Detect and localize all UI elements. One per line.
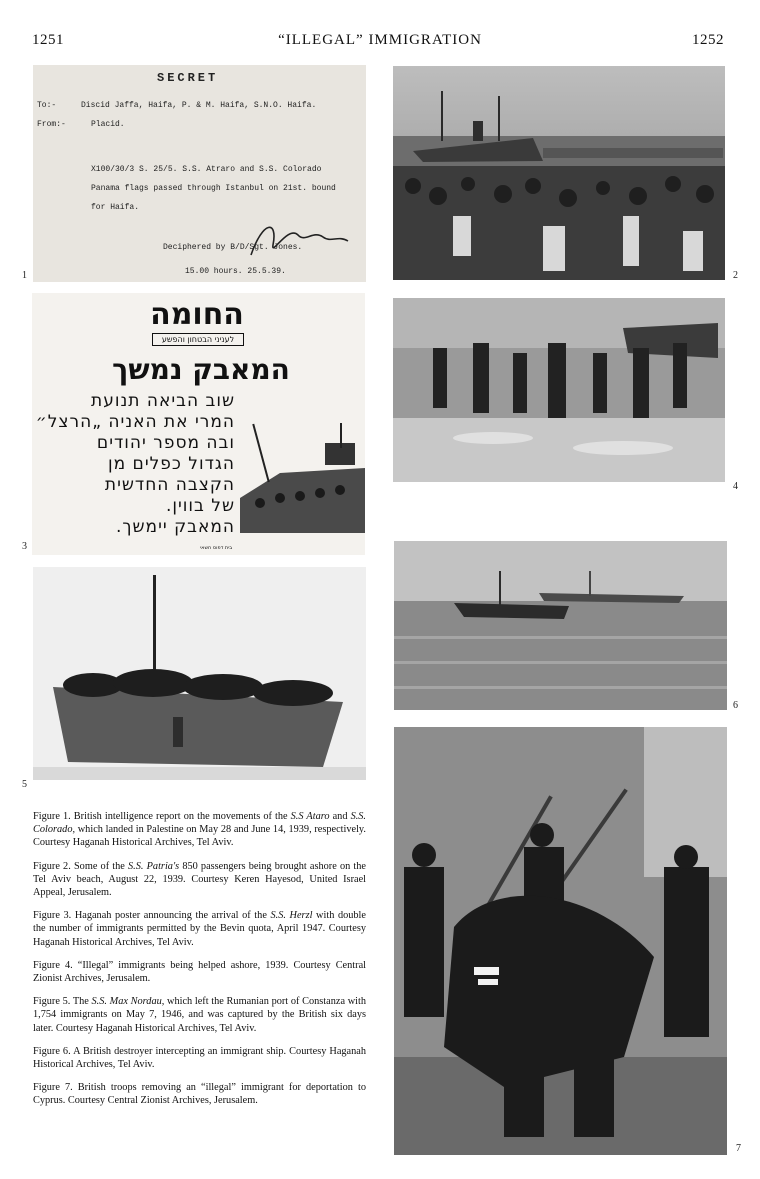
running-title: “ILLEGAL” IMMIGRATION (278, 32, 482, 48)
caption-figure-2 (33, 860, 366, 900)
figure-number-4: 4 (733, 481, 738, 492)
from-label: From:- (37, 120, 66, 129)
figure-number-7: 7 (736, 1143, 741, 1154)
figure-6-photo (394, 541, 727, 710)
caption-text: S.S. Patria's (128, 860, 180, 872)
figure-2-photo (393, 66, 725, 280)
poster-body (35, 391, 235, 538)
poster-line: המרי את האניה „הרצל״ (35, 412, 235, 432)
figure-7-photo (394, 727, 727, 1155)
beach-crowd-image (393, 66, 725, 280)
caption-text: 850 passengers being brought ashore on the Tel Aviv beach, August 22, 1939. Courtesy Keren Hayesod, United Israel Appeal, Jerusalem. (33, 860, 366, 899)
caption-text: which left the Rumanian port of Constanza with 1,754 immigrants on May 7, 1946, and was captured by the British six days later. Courtesy Haganah Historical Archives, Tel Aviv. (33, 996, 367, 1034)
caption-text: with double the number of immigrants permitted by the Bevin quota, April 1947. Courtesy Haganah Historical Archives, Tel Aviv. (33, 910, 366, 948)
caption-label: Figure 2. (33, 860, 71, 872)
caption-figure-4 (33, 959, 366, 985)
caption-figure-3 (33, 909, 366, 949)
caption-text: “Illegal” immigrants being helped ashore, 1939. Courtesy Central Zionist Archives, Jerusalem. (33, 959, 366, 985)
secret-stamp: SECRET (157, 71, 219, 85)
figure-4-photo (393, 298, 725, 482)
left-page-number: 1251 (32, 32, 64, 48)
poster-masthead: החומה (150, 297, 244, 332)
poster-line: של בווין. (165, 496, 235, 516)
caption-label: Figure 3. (33, 910, 72, 922)
caption-text: Some of the (70, 860, 129, 872)
poster-line: המאבק יימשך. (115, 517, 235, 537)
from-value: Placid. (91, 120, 125, 129)
figure-captions (33, 810, 366, 1118)
message-line-3: for Haifa. (91, 203, 140, 212)
caption-text: S.S. Max Nordau, (91, 996, 165, 1008)
caption-text: which landed in Palestine on May 28 and June 14, 1939, respectively. Courtesy Haganah Historical Archives, Tel Aviv. (33, 824, 366, 849)
poster-line: הקצבה החדשית (104, 475, 235, 495)
caption-text: S.S Ataro (290, 811, 330, 822)
caption-text: Haganah poster announcing the arrival of the (71, 910, 271, 922)
caption-figure-5 (33, 995, 366, 1035)
signature-scribble (243, 215, 353, 265)
caption-figure-1 (33, 810, 366, 850)
figure-number-6: 6 (733, 700, 738, 711)
caption-text: British troops removing an “illegal” immigrant for deportation to Cyprus. Courtesy Central Zionist Archives, Jerusalem. (33, 1082, 366, 1107)
caption-text: British intelligence report on the movements of the (70, 811, 291, 822)
caption-text: S.S. Herzl (270, 910, 313, 922)
caption-figure-7 (33, 1081, 366, 1107)
poster-printer-credit: בית דפוס חשאי (200, 545, 233, 551)
caption-text: The (70, 996, 92, 1008)
time-line: 15.00 hours. 25.5.39. (185, 267, 286, 276)
deciphered-line: Deciphered by B/D/Sgt. Jones. (163, 243, 303, 252)
wading-ashore-image (393, 298, 725, 482)
caption-label: Figure 5. (33, 996, 71, 1008)
caption-label: Figure 1. (33, 811, 71, 822)
to-value: Discid Jaffa, Haifa, P. & M. Haifa, S.N.O. Haifa. (81, 101, 317, 110)
poster-line: ובה מספר יהודים (96, 433, 235, 453)
figure-number-5: 5 (22, 779, 27, 790)
caption-text: S.S. Colorado, (33, 811, 367, 836)
right-page-number: 1252 (692, 32, 724, 48)
poster-line: הגדול כפלים מן (107, 454, 235, 474)
figure-number-2: 2 (733, 270, 738, 281)
poster-headline: המאבק נמשך (112, 353, 290, 386)
british-troops-image (394, 727, 727, 1155)
caption-text: A British destroyer intercepting an immigrant ship. Courtesy Haganah Historical Archives, Tel Aviv. (33, 1045, 366, 1071)
destroyer-image (394, 541, 727, 710)
caption-label: Figure 4. (33, 959, 73, 971)
figure-3-poster (32, 293, 365, 555)
figure-number-3: 3 (22, 541, 27, 552)
to-label: To:- (37, 101, 57, 110)
caption-text: and (329, 811, 351, 822)
message-line-2: Panama flags passed through Istanbul on 21st. bound (91, 184, 336, 193)
poster-line: שוב הביאה תנועת (91, 391, 235, 411)
poster-masthead-sub: לעניני הבטחון והפשע (152, 333, 244, 346)
reference-line: X100/30/3 S. 25/5. S.S. Atraro and S.S. Colorado (91, 165, 322, 174)
max-nordau-ship-image (33, 567, 366, 780)
caption-label: Figure 6. (33, 1045, 71, 1057)
figure-1-document (33, 65, 366, 282)
poster-ship-image (240, 418, 365, 533)
figure-number-1: 1 (22, 270, 27, 281)
caption-label: Figure 7. (33, 1082, 73, 1094)
caption-figure-6 (33, 1045, 366, 1071)
figure-5-photo (33, 567, 366, 780)
